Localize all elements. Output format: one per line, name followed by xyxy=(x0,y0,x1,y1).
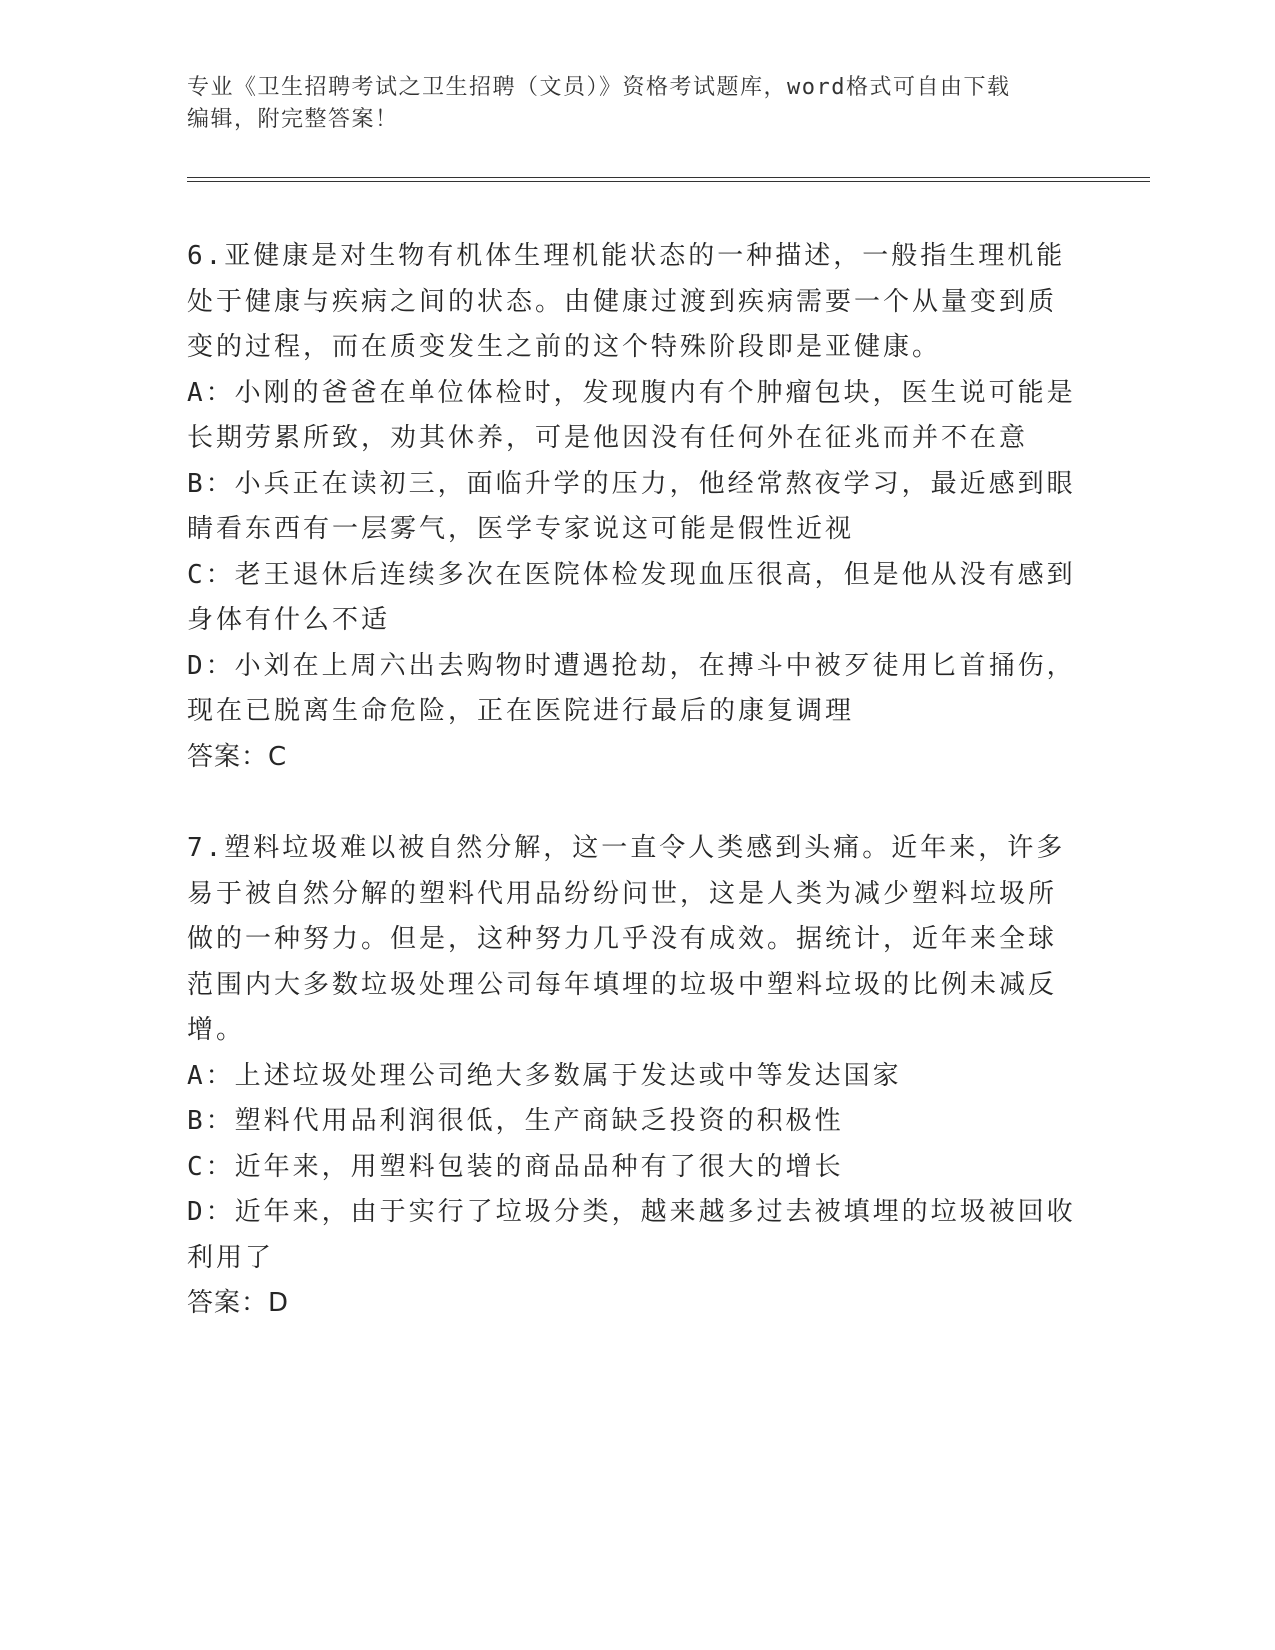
option-a-line: A：上述垃圾处理公司绝大多数属于发达或中等发达国家 xyxy=(187,1060,902,1091)
question-stem-line: 7.塑料垃圾难以被自然分解，这一直令人类感到头痛。近年来，许多 xyxy=(187,833,1066,863)
option-b-line: B：小兵正在读初三，面临升学的压力，他经常熬夜学习，最近感到眼 xyxy=(187,468,1076,499)
option-c-line: C：老王退休后连续多次在医院体检发现血压很高，但是他从没有感到 xyxy=(187,559,1076,590)
question-stem-line: 处于健康与疾病之间的状态。由健康过渡到疾病需要一个从量变到质 xyxy=(187,286,1058,317)
option-d-line: 现在已脱离生命危险，正在医院进行最后的康复调理 xyxy=(187,696,855,726)
option-d-line: D：近年来，由于实行了垃圾分类，越来越多过去被填埋的垃圾被回收 xyxy=(187,1197,1076,1227)
answer-line: 答案：C xyxy=(187,741,288,772)
question-6 xyxy=(187,234,1077,780)
option-c-line: C：近年来，用塑料包装的商品品种有了很大的增长 xyxy=(187,1151,844,1182)
header-divider xyxy=(187,177,1150,178)
option-b-line: 睛看东西有一层雾气，医学专家说这可能是假性近视 xyxy=(187,514,855,544)
question-stem-line: 6.亚健康是对生物有机体生理机能状态的一种描述，一般指生理机能 xyxy=(187,241,1066,271)
header-divider xyxy=(187,181,1150,182)
option-a-line: A：小刚的爸爸在单位体检时，发现腹内有个肿瘤包块，医生说可能是 xyxy=(187,377,1076,408)
option-a-line: 长期劳累所致，劝其休养，可是他因没有任何外在征兆而并不在意 xyxy=(187,423,1029,453)
option-c-line: 身体有什么不适 xyxy=(187,605,391,635)
header-line: 专业《卫生招聘考试之卫生招聘（文员）》资格考试题库，word格式可自由下载 xyxy=(187,75,1011,100)
question-stem-line: 易于被自然分解的塑料代用品纷纷问世，这是人类为减少塑料垃圾所 xyxy=(187,878,1058,909)
question-stem-line: 做的一种努力。但是，这种努力几乎没有成效。据统计，近年来全球 xyxy=(187,924,1058,954)
question-7 xyxy=(187,826,1077,1327)
answer-line: 答案：D xyxy=(187,1288,290,1318)
question-stem-line: 变的过程，而在质变发生之前的这个特殊阶段即是亚健康。 xyxy=(187,332,942,362)
header-line: 编辑，附完整答案！ xyxy=(187,107,399,132)
option-d-line: D：小刘在上周六出去购物时遭遇抢劫，在搏斗中被歹徒用匕首捅伤， xyxy=(187,650,1076,681)
option-b-line: B：塑料代用品利润很低，生产商缺乏投资的积极性 xyxy=(187,1106,844,1136)
question-stem-line: 范围内大多数垃圾处理公司每年填埋的垃圾中塑料垃圾的比例未减反 xyxy=(187,969,1058,1000)
question-stem-line: 增。 xyxy=(187,1015,246,1045)
option-d-line: 利用了 xyxy=(187,1242,275,1273)
document-header xyxy=(187,72,1067,136)
